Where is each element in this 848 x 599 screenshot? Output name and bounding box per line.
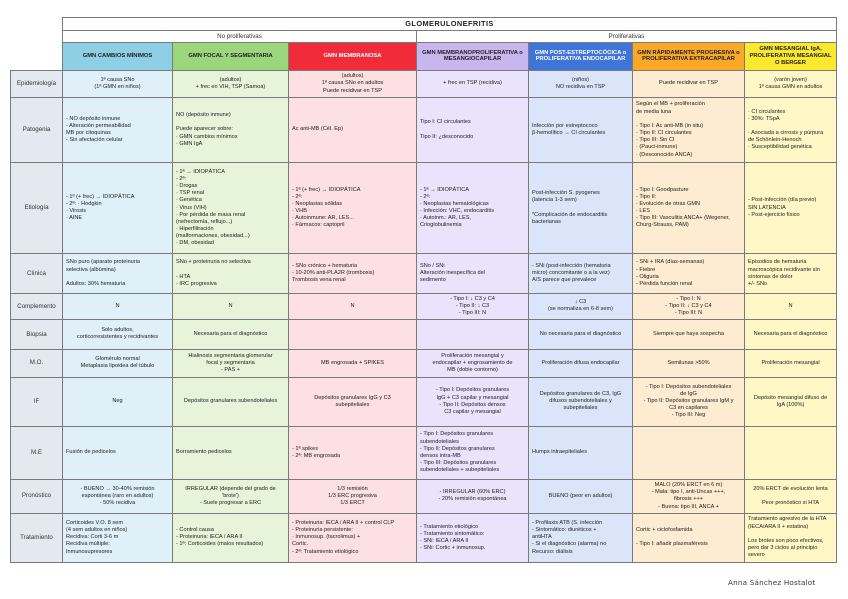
cell-mo-col3	[289, 349, 417, 377]
cell-text: - Proteinuria: IECA / ARA II + control CLP - Proteinuria persistente: · Inmunosup. (tacrolimus) + Cortic. - 2ª: Tratamiento etiológico	[292, 520, 395, 555]
cell-text: Tratamiento agresivo de la HTA (IECA/ARA II + estatina) Los brotes son poco efectivos, pero dar 3 ciclos al principio severo	[748, 516, 827, 559]
cell-text: Glomérulo normal Metaplasia lipoidea del túbulo	[80, 356, 155, 370]
cell-text: - 1ª spikes - 2ª: MB engrosada	[292, 445, 341, 459]
cell-if-col4	[417, 377, 529, 426]
cell-text: - 1ª (+ frec) → IDIOPÁTICA - 2ª: · Hodgkin · Virosis · AINE	[66, 193, 135, 222]
column-header-mesangial-iga: GMN MESANGIAL IgA, PROLIFERATIVA MESANGIAL O BERGER	[745, 42, 837, 70]
cell-biopsia-col1	[63, 320, 173, 350]
row-epidemiologia	[11, 70, 837, 98]
row-label: Pronóstico	[11, 480, 63, 514]
cell-text: Proliferación mesangial y endocapilar + engrosamiento de MB (doble contorno)	[432, 352, 513, 373]
cell-patogenia-col5	[529, 98, 633, 162]
cell-if-col3	[289, 377, 417, 426]
cell-tratamiento-col5	[529, 513, 633, 562]
cell-text: BUENO (peor en adultos)	[548, 492, 613, 499]
cell-text: - Tipo I: ↓ C3 y C4 - Tipo II: ↓ C3 - Tipo III: N	[450, 295, 495, 317]
cell-if-col7	[745, 377, 837, 426]
cell-epidemiologia-col1	[63, 70, 173, 98]
cell-text: N	[350, 302, 355, 309]
cell-pronostico-col6	[633, 480, 745, 514]
cell-text: Puede recidivar en TSP	[659, 80, 718, 87]
cell-text: - Tipo I: Goodpasture - Tipo II: · Evolución de otras GMN · LES - Tipo III: Vasculitis ANCA+ (Wegener, Churg-Strauss, PAM)	[636, 186, 730, 229]
cell-text: Depósitos granulares de C3, IgG difusos subendoteliales y subepiteliales	[539, 390, 622, 412]
column-header-focal-segmentaria: GMN FOCAL Y SEGMENTARIA	[173, 42, 289, 70]
cell-text: (varón joven) 1ª causa GMN en adultos	[758, 76, 823, 91]
cell-patogenia-col2	[173, 98, 289, 162]
cell-text: (adultos) 1ª causa SNo en adultos Puede recidivar en TSP	[321, 73, 384, 94]
row-label: M.O.	[11, 349, 63, 377]
cell-text: - Tipo I: N - Tipo II: ↓ C3 y C4 - Tipo III: N	[665, 295, 712, 317]
cell-biopsia-col2	[173, 320, 289, 350]
row-if	[11, 377, 837, 426]
cell-text: Corticoides V.O. 8 sem (4 sem adultos en niños) Recidiva: Corti 3-6 m Recidiva múltiple: Inmunosupresores	[66, 520, 128, 555]
cell-text: Ac anti-MB (Cél. Ep)	[292, 126, 343, 133]
cell-biopsia-col4	[417, 320, 529, 350]
cell-text: NO (depósito inmune) Puede aparecer sobre: · GMN cambios mínimos · GMN IgA	[176, 112, 238, 147]
cell-etiologia-col2	[173, 162, 289, 254]
corner-cell	[11, 42, 63, 70]
cell-tratamiento-col1	[63, 513, 173, 562]
cell-text: N	[115, 302, 120, 309]
cell-tratamiento-col3	[289, 513, 417, 562]
row-label: Clínica	[11, 254, 63, 293]
cell-if-col6	[633, 377, 745, 426]
cell-text: SNo / SNi Alteración inespecífica del sedimento	[420, 262, 485, 284]
cell-mo-col4	[417, 349, 529, 377]
cell-text: - SNo crónico + hematuria - 10-20% anti-PLA2R (trombosis) Trombosis vena renal	[292, 262, 375, 284]
cell-text: Tipo I: CI circulantes Tipo II: ¿desconocido	[420, 119, 474, 140]
cell-patogenia-col4	[417, 98, 529, 162]
group-proliferativas: Proliferativas	[417, 31, 837, 43]
cell-etiologia-col3	[289, 162, 417, 254]
cell-pronostico-col7	[745, 480, 837, 514]
cell-text: IRREGULAR (depende del grado de 'brote') - Suele progresar a ERC	[185, 485, 276, 507]
cell-if-col2	[173, 377, 289, 426]
cell-etiologia-col1	[63, 162, 173, 254]
cell-clinica-col1	[63, 254, 173, 293]
cell-text: - 1ª → IDIOPÁTICA - 2ª: · Drogas · TSP renal · Genética · Virus (VIH) · Por pérdida de masa renal (nefrectomía, reflujo...) · Hiperfiltración (malformaciones, obesidad...) · DM, obesidad	[176, 168, 250, 247]
cell-patogenia-col6	[633, 98, 745, 162]
cell-text: Post-infección S. pyogenes (latencia 1-3 sem) *Complicación de endocarditis bacterianas	[532, 190, 608, 225]
row-label: Etiología	[11, 162, 63, 254]
column-header-rapidamente-progresiva: GMN RÁPIDAMENTE PROGRESIVA o PROLIFERATIVA EXTRACAPILAR	[633, 42, 745, 70]
cell-text: ↓ C3 (se normaliza en 6-8 sem)	[548, 299, 613, 313]
cell-clinica-col3	[289, 254, 417, 293]
cell-me-col7	[745, 426, 837, 479]
cell-pronostico-col1	[63, 480, 173, 514]
cell-if-col5	[529, 377, 633, 426]
cell-text: Humps intraepiteliales	[532, 449, 588, 456]
cell-me-col6	[633, 426, 745, 479]
cell-text: · CI circulantes · 30%: TSpA · Asociada a cirrosis y púrpura de Schönlein-Henoch · Susceptibilidad genética	[748, 108, 824, 151]
cell-text: - SNi (post-infección (hematuria micro) concomitante o a la vez) A/S parece que prevalece	[532, 262, 611, 284]
cell-epidemiologia-col6	[633, 70, 745, 98]
cell-text: Semilunas >50%	[667, 359, 710, 366]
cell-text: + frec en TSP (recidiva)	[443, 80, 502, 87]
cell-text: Depósito mesangial difuso de IgA (100%)	[753, 394, 828, 408]
cell-pronostico-col5	[529, 480, 633, 514]
cell-complemento-col7	[745, 293, 837, 319]
cell-clinica-col4	[417, 254, 529, 293]
cell-text: - IRREGULAR (60% ERC) - 20% remisión espontánea	[438, 489, 507, 503]
cell-epidemiologia-col5	[529, 70, 633, 98]
row-label: Epidemiología	[11, 70, 63, 98]
cell-etiologia-col7	[745, 162, 837, 254]
row-mo	[11, 349, 837, 377]
cell-complemento-col1	[63, 293, 173, 319]
cell-tratamiento-col7	[745, 513, 837, 562]
cell-text: Depósitos granulares IgG y C3 subepiteliales	[314, 394, 391, 408]
cell-text: - Post-infección (día previo) SIN LATENCIA - Post-ejercicio físico	[748, 197, 817, 218]
row-clinica	[11, 254, 837, 293]
cell-text: Neg	[112, 398, 123, 405]
cell-epidemiologia-col3	[289, 70, 417, 98]
cell-me-col3	[289, 426, 417, 479]
corner-cell	[11, 31, 63, 43]
cell-clinica-col5	[529, 254, 633, 293]
row-pronostico	[11, 480, 837, 514]
cell-text: Solo adultos, corticorresistentes y recidivantes	[76, 327, 159, 341]
cell-text: Borramiento pedicelos	[176, 449, 232, 456]
row-label: Patogenia	[11, 98, 63, 162]
cell-text: - Profilaxis ATB (S. infección - Sintomático: diuréticos + antiHTA - Si el diagnóstico (alarma) no Recurso: diálisis	[532, 520, 607, 555]
cell-tratamiento-col2	[173, 513, 289, 562]
cell-biopsia-col3	[289, 320, 417, 350]
row-complemento	[11, 293, 837, 319]
table-title: GLOMERULONEFRITIS	[63, 18, 837, 31]
cell-text: 1ª causa SNo (1ª GMN en niños)	[94, 76, 141, 91]
cell-me-col5	[529, 426, 633, 479]
cell-text: (niños) NO recidiva en TSP	[555, 76, 606, 91]
cell-text: Cortic + ciclofosfamida - Tipo I: añadir plasmaféresis	[636, 527, 708, 548]
cell-text: (adultos) + frec en VIH, TSP (Samoa)	[195, 76, 266, 91]
cell-text: - NO depósito inmune - Alteración permeabilidad MB por citoquinas - Sin afectación celular	[66, 115, 131, 144]
cell-etiologia-col6	[633, 162, 745, 254]
column-header-row	[11, 42, 837, 70]
cell-patogenia-col1	[63, 98, 173, 162]
cell-me-col4	[417, 426, 529, 479]
cell-clinica-col6	[633, 254, 745, 293]
row-me	[11, 426, 837, 479]
cell-text: Según el MB + proliferación de media luna · Tipo I: Ac anti-MB (in situ) · Tipo II: CI circulantes · Tipo III: Sin CI · (Pauci-inmune) · (Desconocido ANCA)	[636, 101, 705, 158]
cell-biopsia-col7	[745, 320, 837, 350]
cell-text: SNo puro (aparato proteinuria selectiva (albúmina) Adultos: 30% hematuria	[66, 259, 141, 287]
cell-text: - Tipo I: Depósitos subendoteliales de IgG - Tipo II: Depósitos granulares IgM y C3 en capilares - Tipo III: Neg	[643, 383, 734, 419]
cell-biopsia-col5	[529, 320, 633, 350]
cell-me-col2	[173, 426, 289, 479]
summary-grid	[10, 17, 837, 563]
cell-complemento-col4	[417, 293, 529, 319]
cell-clinica-col7	[745, 254, 837, 293]
cell-complemento-col3	[289, 293, 417, 319]
row-biopsia	[11, 320, 837, 350]
cell-text: N	[228, 302, 233, 309]
row-label: Biopsia	[11, 320, 63, 350]
cell-text: Episodios de hematuria macroscópica recidivante sin síntomas de dolor +/- SNo	[748, 259, 820, 287]
row-label: Complemento	[11, 293, 63, 319]
cell-text: - Tipo I: Depósitos granulares subendoteliales - Tipo II: Depósitos granulares densos intra-MB - Tipo III: Depósitos granulares subendoteliales + subepiteliales	[420, 431, 500, 474]
column-header-membranoproliferativa: GMN MEMBRANOPROLIFERATIVA o MESANGIOCAPILAR	[417, 42, 529, 70]
cell-text: - BUENO → 30-40% remisión espontánea (raro en adultos) - 50% recidiva	[80, 485, 155, 507]
cell-text: Siempre que haya sospecha	[653, 330, 724, 337]
cell-text: Fusión de pedicelos	[66, 449, 116, 456]
cell-text: - Tipo I: Depósitos granulares IgG + C3 capilar y mesangial - Tipo II: Depósitos densos C3 capilar y mesangial	[435, 387, 510, 415]
row-label: Tratamiento	[11, 513, 63, 562]
cell-epidemiologia-col7	[745, 70, 837, 98]
cell-mo-col7	[745, 349, 837, 377]
cell-text: Necesaria para el diagnóstico	[193, 330, 268, 337]
corner-cell	[11, 18, 63, 31]
cell-complemento-col2	[173, 293, 289, 319]
cell-if-col1	[63, 377, 173, 426]
cell-etiologia-col5	[529, 162, 633, 254]
cell-text: - Control causa - Proteinuria: IECA / ARA II - 1ª: Corticoides (malos resultados)	[176, 527, 264, 548]
cell-text: - Tratamiento etiológico - Tratamiento sintomático: · SNi: IECA / ARA II · SNi: Cortic + inmunosup.	[420, 523, 486, 552]
cell-mo-col1	[63, 349, 173, 377]
cell-pronostico-col2	[173, 480, 289, 514]
cell-text: - 1ª (+ frec) → IDIOPÁTICA - 2ª: · Neoplasias sólidas · VHB · Autoinmune: AR, LES... · Fármacos: captopril	[292, 186, 361, 229]
column-header-cambios-minimos: GMN CAMBIOS MÍNIMOS	[63, 42, 173, 70]
cell-text: - 1ª → IDIOPÁTICA - 2ª: · Neoplasias hematológicas · Infección: VHC, endocarditis · Autoinm.: AR, LES, Crioglobulinemia	[420, 186, 494, 229]
glomerulonefritis-table	[10, 17, 836, 563]
column-header-membranosa: GMN MEMBRANOSA	[289, 42, 417, 70]
cell-epidemiologia-col4	[417, 70, 529, 98]
cell-text: Proliferación mesangial	[761, 359, 820, 366]
cell-etiologia-col4	[417, 162, 529, 254]
cell-mo-col2	[173, 349, 289, 377]
cell-text: 1/3 remisión 1/3 ERC progresiva 1/3 ERCT	[328, 485, 377, 507]
cell-mo-col5	[529, 349, 633, 377]
cell-text: N	[788, 302, 793, 309]
cell-biopsia-col6	[633, 320, 745, 350]
cell-clinica-col2	[173, 254, 289, 293]
cell-complemento-col6	[633, 293, 745, 319]
cell-pronostico-col3	[289, 480, 417, 514]
cell-text: SNo + proteinuria no selectiva - HTA - IRC progresiva	[176, 259, 251, 287]
cell-patogenia-col7	[745, 98, 837, 162]
cell-text: 20% ERCT de evolución lenta Peor pronóstico si HTA	[753, 485, 828, 507]
cell-text: - SNi + IRA (días-semanas) - Fiebre - Oliguria - Pérdida función renal	[636, 259, 705, 287]
row-patogenia	[11, 98, 837, 162]
cell-tratamiento-col6	[633, 513, 745, 562]
column-header-post-estreptococica: GMN POST-ESTREPTOCÓCICA o PROLIFERATIVA ENDOCAPILAR	[529, 42, 633, 70]
group-no-proliferativas: No proliferativas	[63, 31, 417, 43]
cell-tratamiento-col4	[417, 513, 529, 562]
cell-pronostico-col4	[417, 480, 529, 514]
cell-text: MALO (20% ERCT en 6 m) - Mala: tipo I, anti-Uncas +++, fibrosis +++ - Buena: tipo III, ANCA +	[651, 482, 726, 510]
cell-patogenia-col3	[289, 98, 417, 162]
cell-text: Infección por estreptococo β-hemolítico → CI circulantes	[532, 122, 606, 137]
row-label: IF	[11, 377, 63, 426]
cell-epidemiologia-col2	[173, 70, 289, 98]
author-signature: Anna Sánchez Hostalot	[728, 578, 816, 587]
cell-text: Depósitos granulares subendoteliales	[183, 398, 278, 405]
cell-me-col1	[63, 426, 173, 479]
cell-text: Necesaria para el diagnóstico	[753, 330, 828, 337]
cell-complemento-col5	[529, 293, 633, 319]
row-tratamiento	[11, 513, 837, 562]
cell-mo-col6	[633, 349, 745, 377]
row-etiologia	[11, 162, 837, 254]
cell-text: Hialinosis segmentaria glomerular focal y segmentaria - PAS +	[188, 352, 273, 373]
cell-text: MB engrosada + SPIKES	[321, 359, 384, 366]
cell-text: No necesaria para el diagnóstico	[539, 330, 622, 337]
cell-text: Proliferación difusa endocapilar	[541, 359, 620, 366]
row-label: M.E	[11, 426, 63, 479]
